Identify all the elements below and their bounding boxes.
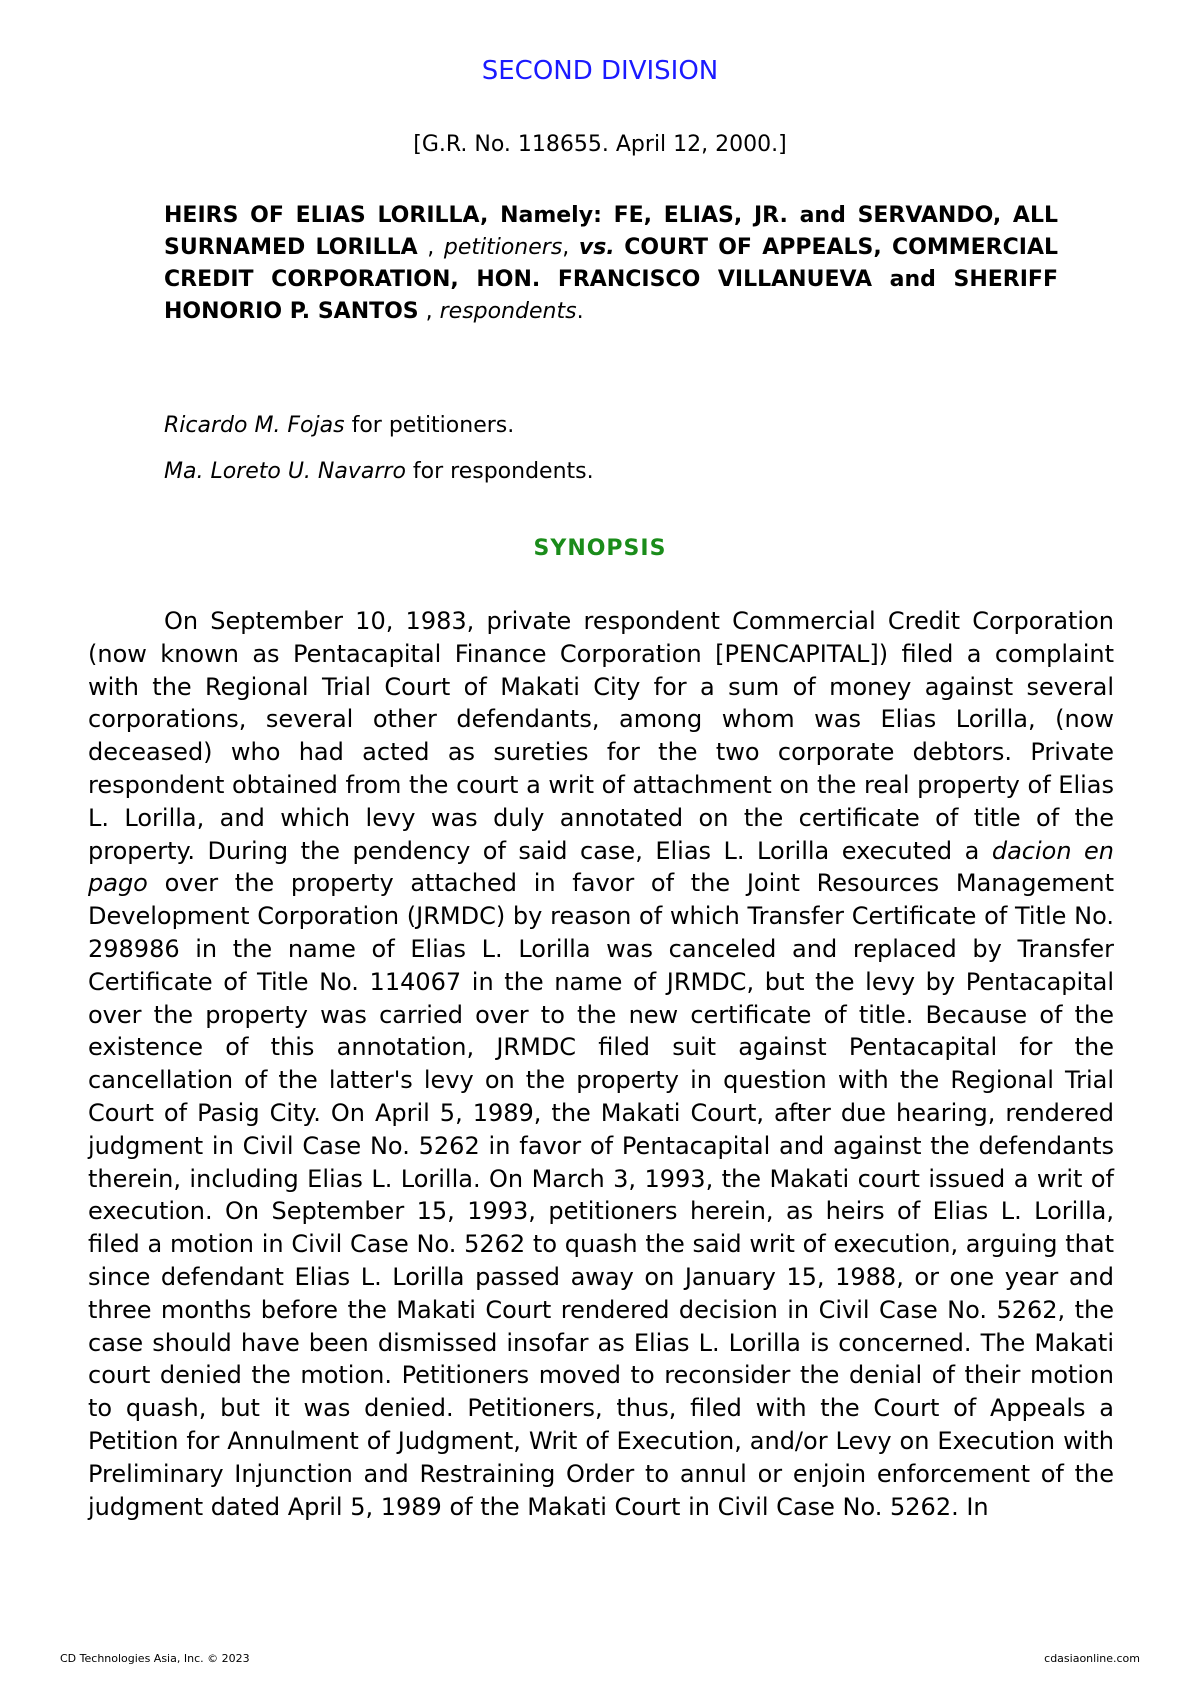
case-parties: HEIRS OF ELIAS LORILLA, Namely: FE, ELIAS, JR. and SERVANDO, ALL SURNAMED LORILLA , petitioners, vs. COURT OF APPEALS, COMMERCIAL CREDIT CORPORATION, HON. FRANCISCO VILLANUEVA and SHERIFF HONORIO P. SANTOS , respondents. xyxy=(164,203,1058,324)
synopsis-heading: SYNOPSIS xyxy=(533,536,667,561)
synopsis-italic-term: dacion en pago xyxy=(88,836,1114,898)
synopsis-text-part2: over the property attached in favor of the Joint Resources Management Development Corporation (JRMDC) by reason of which Transfer Certificate of Title No. 298986 in the name of Elias L. Lorilla was canceled and replaced by Transfer Certificate of Title No. 114067 in the name of JRMDC, but the levy by Pentacapital over the property was carried over to the new certificate of title. Because of the existence of this annotation, JRMDC filed suit against Pentacapital for the cancellation of the latter's levy on the property in question with the Regional Trial Court of Pasig City. On April 5, 1989, the Makati Court, after due hearing, rendered judgment in Civil Case No. 5262 in favor of Pentacapital and against the defendants therein, including Elias L. Lorilla. On March 3, 1993, the Makati court issued a writ of execution. On September 15, 1993, petitioners herein, as heirs of Elias L. Lorilla, filed a motion in Civil Case No. 5262 to quash the said writ of execution, arguing that since defendant Elias L. Lorilla passed away on January 15, 1988, or one year and three months before the Makati Court rendered decision in Civil Case No. 5262, the case should have been dismissed insofar as Elias L. Lorilla is concerned. The Makati court denied the motion. Petitioners moved to reconsider the denial of their motion to quash, but it was denied. Petitioners, thus, filed with the Court of Appeals a Petition for Annulment of Judgment, Writ of Execution, and/or Levy on Execution with Preliminary Injunction and Restraining Order to annul or enjoin enforcement of the judgment dated April 5, 1989 of the Makati Court in Civil Case No. 5262. In xyxy=(88,869,1114,1521)
synopsis-paragraph xyxy=(88,605,1114,1523)
petitioners-label: petitioners xyxy=(443,235,563,260)
division-heading: SECOND DIVISION xyxy=(481,56,719,86)
counsel-name: Ma. Loreto U. Navarro xyxy=(164,459,406,484)
synopsis-text-part1: On September 10, 1983, private respondent Commercial Credit Corporation (now known as Pentacapital Finance Corporation [PENCAPITAL]) filed a complaint with the Regional Trial Court of Makati City for a sum of money against several corporations, several other defendants, among whom was Elias Lorilla, (now deceased) who had acted as sureties for the two corporate debtors. Private respondent obtained from the court a writ of attachment on the real property of Elias L. Lorilla, and which levy was duly annotated on the certificate of title of the property. During the pendency of said case, Elias L. Lorilla executed a xyxy=(88,607,1114,865)
footer-website: cdasiaonline.com xyxy=(1044,1652,1140,1665)
counsel-role: for respondents. xyxy=(412,459,594,484)
petitioners-names: HEIRS OF ELIAS LORILLA, Namely: FE, ELIAS, JR. and SERVANDO, ALL SURNAMED LORILLA xyxy=(164,203,1058,260)
counsel-name: Ricardo M. Fojas xyxy=(164,413,345,438)
versus-label: vs. xyxy=(578,235,615,260)
respondents-label: respondents xyxy=(439,299,577,324)
counsel-respondents xyxy=(164,459,1058,484)
footer-copyright: CD Technologies Asia, Inc. © 2023 xyxy=(60,1652,250,1665)
respondents-names: COURT OF APPEALS, COMMERCIAL CREDIT CORPORATION, HON. FRANCISCO VILLANUEVA and SHERIFF HONORIO P. SANTOS xyxy=(164,235,1058,324)
counsel-role: for petitioners. xyxy=(351,413,515,438)
case-number: [G.R. No. 118655. April 12, 2000.] xyxy=(413,132,787,157)
counsel-petitioners xyxy=(164,413,1058,438)
